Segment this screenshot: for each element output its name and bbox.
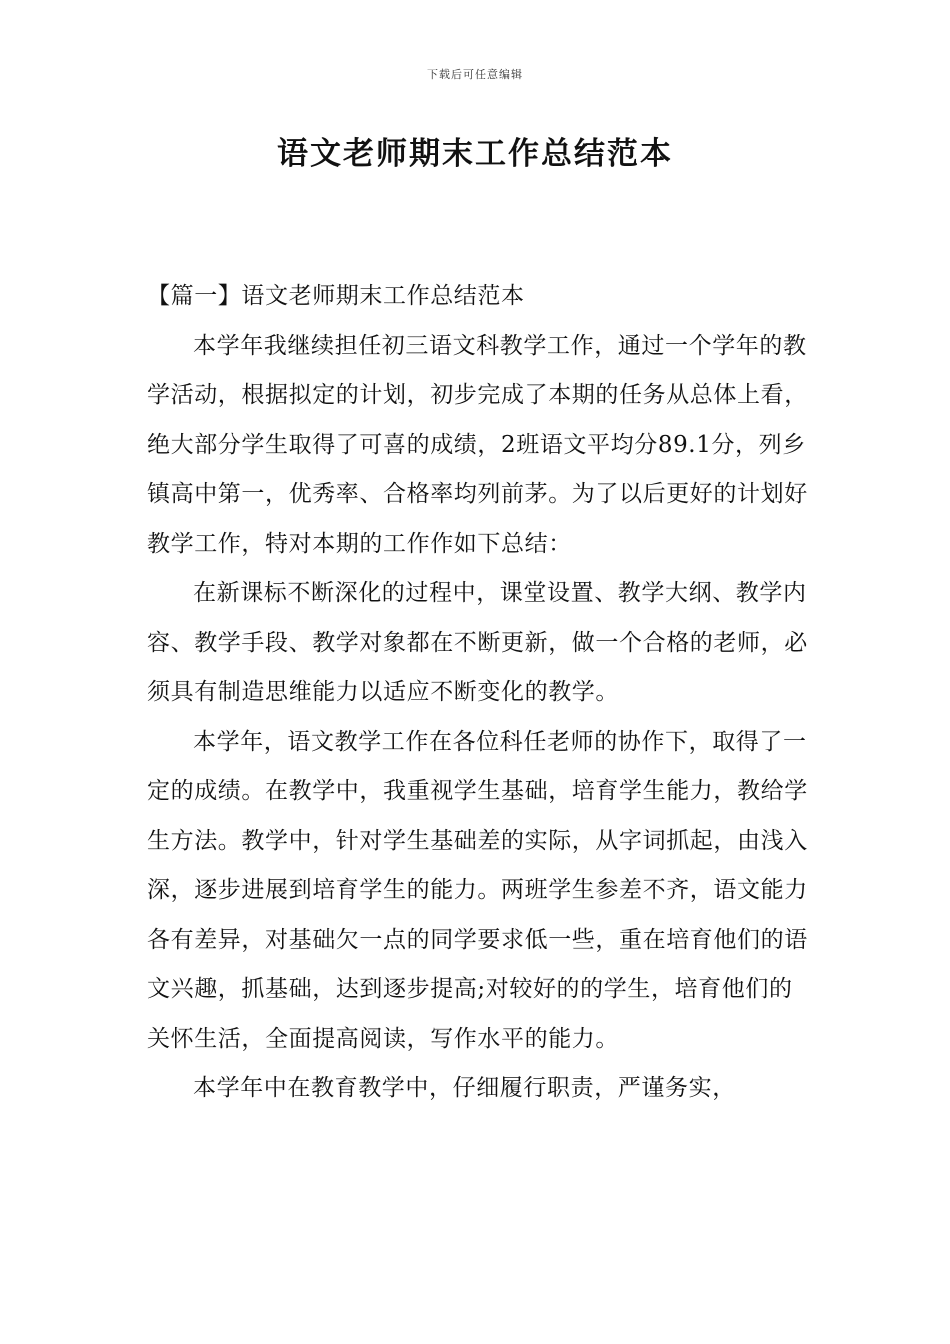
document-body — [147, 272, 812, 1114]
document-title: 语文老师期末工作总结范本 — [277, 136, 673, 172]
page-header-note: 下载后可任意编辑 — [427, 68, 523, 81]
section-heading: 【篇一】语文老师期末工作总结范本 — [147, 283, 525, 309]
paragraph-1: 本学年我继续担任初三语文科教学工作，通过一个学年的教学活动，根据拟定的计划，初步完成了本期的任务从总体上看，绝大部分学生取得了可喜的成绩，2班语文平均分89.1分，列乡镇高中第一，优秀率、合格率均列前茅。为了以后更好的计划好教学工作，特对本期的工作作如下总结： — [147, 332, 808, 557]
paragraph-2: 在新课标不断深化的过程中，课堂设置、教学大纲、教学内容、教学手段、教学对象都在不断更新，做一个合格的老师，必须具有制造思维能力以适应不断变化的教学。 — [147, 580, 808, 705]
paragraph-4: 本学年中在教育教学中，仔细履行职责，严谨务实， — [193, 1075, 736, 1101]
paragraph-3: 本学年，语文教学工作在各位科任老师的协作下，取得了一定的成绩。在教学中，我重视学生基础，培育学生能力，教给学生方法。教学中，针对学生基础差的实际，从字词抓起，由浅入深，逐步进展到培育学生的能力。两班学生参差不齐，语文能力各有差异，对基础欠一点的同学要求低一些，重在培育他们的语文兴趣，抓基础，达到逐步提高;对较好的的学生，培育他们的关怀生活，全面提高阅读，写作水平的能力。 — [147, 728, 808, 1052]
